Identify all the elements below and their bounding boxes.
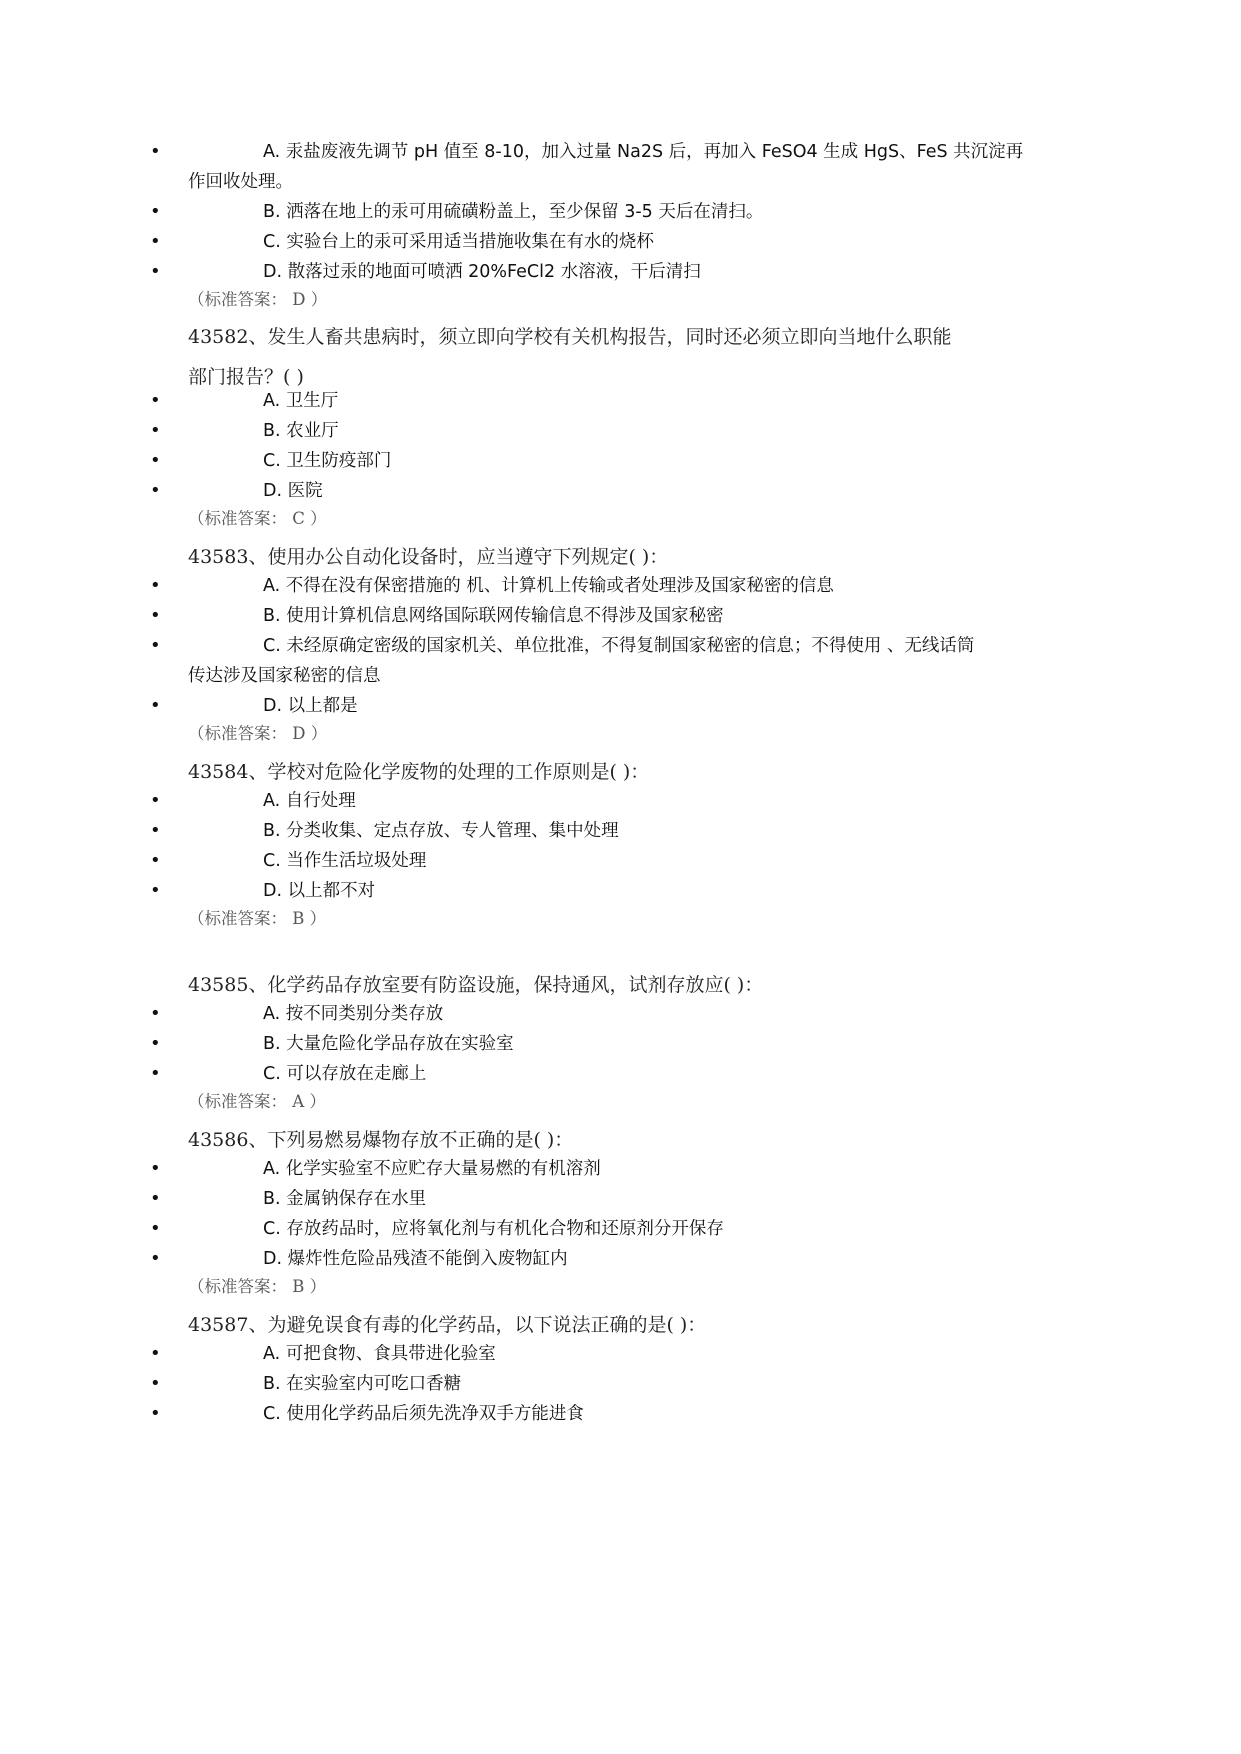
option-text: C. 卫生防疫部门 (263, 451, 392, 471)
option-text: B. 大量危险化学品存放在实验室 (263, 1034, 514, 1054)
bullet-icon: • (150, 1158, 161, 1179)
option-text: D. 以上都是 (263, 696, 358, 716)
option-text: B. 在实验室内可吃口香糖 (263, 1374, 462, 1394)
bullet-icon: • (150, 605, 161, 626)
bullet-icon: • (150, 261, 161, 282)
bullet-icon: • (150, 850, 161, 871)
option-text: D. 爆炸性危险品残渣不能倒入废物缸内 (263, 1249, 568, 1269)
option-text: A. 不得在没有保密措施的 机、计算机上传输或者处理涉及国家秘密的信息 (263, 576, 834, 596)
bullet-icon: • (150, 420, 161, 441)
option-text: D. 以上都不对 (263, 881, 376, 901)
bullet-icon: • (150, 1248, 161, 1269)
bullet-icon: • (150, 1403, 161, 1424)
bullet-icon: • (150, 880, 161, 901)
option-text: C. 实验台上的汞可采用适当措施收集在有水的烧杯 (263, 232, 654, 252)
option-text: A. 卫生厅 (263, 391, 339, 411)
standard-answer: （标准答案： A ） (188, 1092, 326, 1111)
bullet-icon: • (150, 790, 161, 811)
standard-answer: （标准答案： B ） (188, 909, 327, 928)
option-text: A. 按不同类别分类存放 (263, 1004, 444, 1024)
option-text: B. 分类收集、定点存放、专人管理、集中处理 (263, 821, 619, 841)
option-continuation: 传达涉及国家秘密的信息 (188, 666, 381, 686)
question-text: 43585、化学药品存放室要有防盗设施，保持通风，试剂存放应( )： (188, 974, 764, 996)
option-text: A. 可把食物、食具带进化验室 (263, 1344, 496, 1364)
bullet-icon: • (150, 390, 161, 411)
option-text: C. 存放药品时，应将氧化剂与有机化合物和还原剂分开保存 (263, 1219, 724, 1239)
bullet-icon: • (150, 201, 161, 222)
bullet-icon: • (150, 695, 161, 716)
bullet-icon: • (150, 231, 161, 252)
question-text: 43587、为避免误食有毒的化学药品，以下说法正确的是( )： (188, 1314, 707, 1336)
bullet-icon: • (150, 820, 161, 841)
standard-answer: （标准答案： D ） (188, 290, 328, 309)
question-text: 43586、下列易燃易爆物存放不正确的是( )： (188, 1129, 574, 1151)
bullet-icon: • (150, 1063, 161, 1084)
bullet-icon: • (150, 1343, 161, 1364)
option-text: B. 使用计算机信息网络国际联网传输信息不得涉及国家秘密 (263, 606, 724, 626)
bullet-icon: • (150, 1033, 161, 1054)
standard-answer: （标准答案： D ） (188, 724, 328, 743)
option-text: B. 金属钠保存在水里 (263, 1189, 427, 1209)
question-text: 部门报告？( ) (188, 366, 304, 388)
question-text: 43582、发生人畜共患病时，须立即向学校有关机构报告，同时还必须立即向当地什么职能 (188, 326, 952, 348)
option-text: C. 当作生活垃圾处理 (263, 851, 427, 871)
option-text: B. 农业厅 (263, 421, 339, 441)
standard-answer: （标准答案： C ） (188, 509, 327, 528)
option-text: A. 汞盐废液先调节 pH 值至 8-10，加入过量 Na2S 后，再加入 FeSO4 生成 HgS、FeS 共沉淀再 (263, 142, 1024, 162)
option-text: A. 自行处理 (263, 791, 356, 811)
option-text: D. 医院 (263, 481, 323, 501)
bullet-icon: • (150, 635, 161, 656)
question-text: 43583、使用办公自动化设备时，应当遵守下列规定( )： (188, 546, 669, 568)
bullet-icon: • (150, 1218, 161, 1239)
option-text: C. 未经原确定密级的国家机关、单位批准，不得复制国家秘密的信息；不得使用 、无线话筒 (263, 636, 975, 656)
option-text: A. 化学实验室不应贮存大量易燃的有机溶剂 (263, 1159, 601, 1179)
option-text: C. 可以存放在走廊上 (263, 1064, 427, 1084)
bullet-icon: • (150, 575, 161, 596)
bullet-icon: • (150, 450, 161, 471)
bullet-icon: • (150, 1003, 161, 1024)
option-text: B. 洒落在地上的汞可用硫磺粉盖上，至少保留 3-5 天后在清扫。 (263, 202, 764, 222)
question-text: 43584、学校对危险化学废物的处理的工作原则是( )： (188, 761, 650, 783)
bullet-icon: • (150, 480, 161, 501)
bullet-icon: • (150, 141, 161, 162)
option-continuation: 作回收处理。 (188, 172, 293, 192)
bullet-icon: • (150, 1188, 161, 1209)
bullet-icon: • (150, 1373, 161, 1394)
standard-answer: （标准答案： B ） (188, 1277, 327, 1296)
option-text: C. 使用化学药品后须先洗净双手方能进食 (263, 1404, 584, 1424)
option-text: D. 散落过汞的地面可喷洒 20%FeCl2 水溶液，干后清扫 (263, 262, 701, 282)
